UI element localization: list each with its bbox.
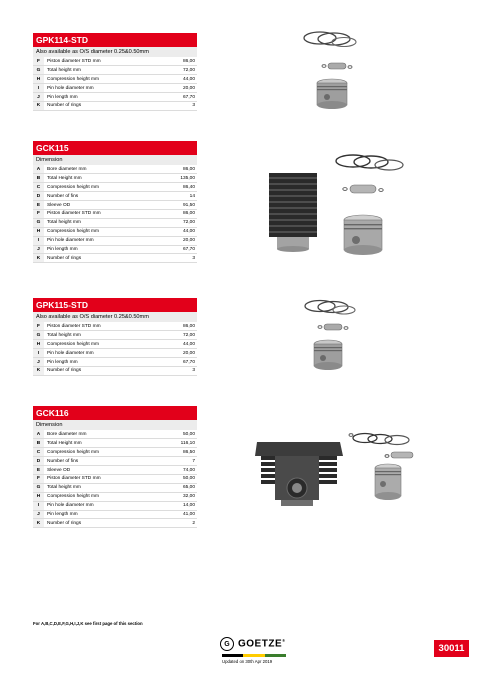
table-row (33, 349, 197, 358)
row-value: 20,00 (162, 236, 197, 245)
table-row (33, 510, 197, 519)
updated-date: Updated on 30th Apr 2019 (222, 659, 273, 664)
row-value: 7 (163, 457, 197, 466)
table-row (33, 492, 197, 501)
row-value: 72,00 (162, 218, 197, 227)
goetze-logo (220, 637, 286, 651)
row-value: 20,00 (167, 84, 197, 93)
table-row (33, 483, 197, 492)
row-value: 74,00 (163, 466, 197, 475)
spec-table (33, 322, 197, 376)
row-label: Sleeve OD (44, 466, 163, 475)
table-row (33, 174, 197, 183)
brand-stripe (222, 654, 286, 657)
page-number: 30011 (434, 640, 469, 657)
table-row (33, 254, 197, 263)
row-label: Bore diameter mm (44, 165, 162, 174)
goetze-logo-icon: G (220, 637, 234, 651)
row-key: G (33, 218, 44, 227)
row-value: 32,00 (163, 492, 197, 501)
row-value: 14,00 (163, 501, 197, 510)
row-value: 72,00 (167, 66, 197, 75)
section-title: GPK114-STD (33, 33, 197, 47)
table-row (33, 93, 197, 102)
table-row (33, 519, 197, 528)
row-label: Compression height mm (44, 227, 162, 236)
table-row (33, 201, 197, 210)
row-value: 91,50 (162, 201, 197, 210)
section-subtitle: Also available as O/S diameter 0.25&0.50mm (33, 47, 197, 57)
row-label: Number of rings (44, 254, 162, 263)
row-key: E (33, 466, 44, 475)
row-value: 44,00 (162, 227, 197, 236)
row-key: H (33, 492, 44, 501)
row-label: Number of fins (44, 457, 163, 466)
section-gck115 (33, 141, 197, 263)
row-key: J (33, 93, 44, 102)
row-key: G (33, 483, 44, 492)
section-gpk114-std (33, 33, 197, 111)
brand-name: GOETZE (238, 638, 283, 650)
section-title: GCK116 (33, 406, 197, 420)
row-key: I (33, 349, 44, 358)
row-key: J (33, 358, 44, 367)
row-value: 50,00 (163, 474, 197, 483)
row-label: Pin length mm (44, 93, 167, 102)
row-label: Total height mm (44, 66, 167, 75)
row-label: Pin length mm (44, 245, 162, 254)
row-value: 14 (162, 192, 197, 201)
row-value: 67,70 (162, 245, 197, 254)
table-row (33, 501, 197, 510)
table-row (33, 227, 197, 236)
row-key: I (33, 236, 44, 245)
row-key: A (33, 430, 44, 439)
row-value: 86,00 (162, 165, 197, 174)
row-label: Piston diameter STD mm (44, 474, 163, 483)
row-value: 3 (162, 254, 197, 263)
table-row (33, 75, 197, 84)
table-row (33, 165, 197, 174)
table-row (33, 322, 197, 331)
row-value: 2 (163, 519, 197, 528)
table-row (33, 209, 197, 218)
row-key: C (33, 183, 44, 192)
row-label: Sleeve OD (44, 201, 162, 210)
table-row (33, 439, 197, 448)
row-label: Number of fins (44, 192, 162, 201)
row-key: J (33, 510, 44, 519)
section-gck116 (33, 406, 197, 528)
row-key: D (33, 192, 44, 201)
row-value: 86,40 (162, 183, 197, 192)
row-value: 86,50 (163, 448, 197, 457)
row-value: 135,00 (162, 174, 197, 183)
row-value: 44,00 (167, 340, 197, 349)
row-label: Number of rings (44, 519, 163, 528)
table-row (33, 236, 197, 245)
row-value: 65,00 (163, 483, 197, 492)
row-label: Total height mm (44, 331, 167, 340)
row-value: 86,00 (167, 57, 197, 66)
row-key: G (33, 331, 44, 340)
table-row (33, 474, 197, 483)
row-value: 20,00 (167, 349, 197, 358)
section-subtitle: Also available as O/S diameter 0.25&0.50mm (33, 312, 197, 322)
row-label: Total height mm (44, 218, 162, 227)
row-key: G (33, 66, 44, 75)
table-row (33, 448, 197, 457)
table-row (33, 466, 197, 475)
row-label: Pin length mm (44, 358, 167, 367)
row-key: K (33, 101, 44, 110)
section-title: GCK115 (33, 141, 197, 155)
row-label: Total Height mm (44, 439, 163, 448)
table-row (33, 457, 197, 466)
spec-table (33, 430, 197, 528)
row-value: 3 (167, 366, 197, 375)
row-key: F (33, 322, 44, 331)
row-key: A (33, 165, 44, 174)
row-label: Total Height mm (44, 174, 162, 183)
row-label: Compression height mm (44, 492, 163, 501)
row-value: 44,00 (167, 75, 197, 84)
row-value: 116,10 (163, 439, 197, 448)
row-key: B (33, 174, 44, 183)
row-value: 41,00 (163, 510, 197, 519)
row-label: Compression height mm (44, 448, 163, 457)
row-key: C (33, 448, 44, 457)
row-label: Pin hole diameter mm (44, 84, 167, 93)
table-row (33, 430, 197, 439)
table-row (33, 331, 197, 340)
row-label: Piston diameter STD mm (44, 209, 162, 218)
row-label: Number of rings (44, 366, 167, 375)
row-label: Number of rings (44, 101, 167, 110)
row-key: I (33, 84, 44, 93)
row-key: E (33, 201, 44, 210)
table-row (33, 192, 197, 201)
row-value: 67,70 (167, 93, 197, 102)
table-row (33, 358, 197, 367)
row-key: H (33, 227, 44, 236)
table-row (33, 340, 197, 349)
section-subtitle: Dimension (33, 420, 197, 430)
row-key: K (33, 366, 44, 375)
piston-kit-image (300, 296, 362, 384)
row-key: F (33, 474, 44, 483)
spec-table (33, 57, 197, 111)
row-label: Compression height mm (44, 183, 162, 192)
piston-kit-image (300, 26, 362, 116)
row-label: Total height mm (44, 483, 163, 492)
table-row (33, 183, 197, 192)
row-value: 72,00 (167, 331, 197, 340)
cylinder-kit-image (255, 145, 415, 270)
row-label: Pin length mm (44, 510, 163, 519)
spec-table (33, 165, 197, 263)
row-value: 86,00 (167, 322, 197, 331)
brand-mark: ® (282, 638, 286, 644)
row-label: Piston diameter STD mm (44, 322, 167, 331)
row-key: K (33, 519, 44, 528)
row-key: J (33, 245, 44, 254)
row-key: H (33, 340, 44, 349)
row-value: 50,00 (163, 430, 197, 439)
row-label: Pin hole diameter mm (44, 501, 163, 510)
table-row (33, 101, 197, 110)
row-key: F (33, 209, 44, 218)
row-label: Pin hole diameter mm (44, 349, 167, 358)
row-label: Bore diameter mm (44, 430, 163, 439)
row-value: 86,00 (162, 209, 197, 218)
row-key: I (33, 501, 44, 510)
row-key: H (33, 75, 44, 84)
table-row (33, 84, 197, 93)
table-row (33, 66, 197, 75)
section-title: GPK115-STD (33, 298, 197, 312)
table-row (33, 366, 197, 375)
row-key: D (33, 457, 44, 466)
table-row (33, 57, 197, 66)
table-row (33, 245, 197, 254)
footnote: For A,B,C,D,E,F,G,H,I,J,K see first page of this section (33, 621, 143, 626)
row-key: F (33, 57, 44, 66)
section-subtitle: Dimension (33, 155, 197, 165)
row-label: Piston diameter STD mm (44, 57, 167, 66)
cylinder-kit-image (245, 426, 420, 521)
section-gpk115-std (33, 298, 197, 376)
row-label: Compression height mm (44, 75, 167, 84)
row-label: Pin hole diameter mm (44, 236, 162, 245)
row-value: 3 (167, 101, 197, 110)
row-key: B (33, 439, 44, 448)
row-value: 67,70 (167, 358, 197, 367)
table-row (33, 218, 197, 227)
row-label: Compression height mm (44, 340, 167, 349)
row-key: K (33, 254, 44, 263)
